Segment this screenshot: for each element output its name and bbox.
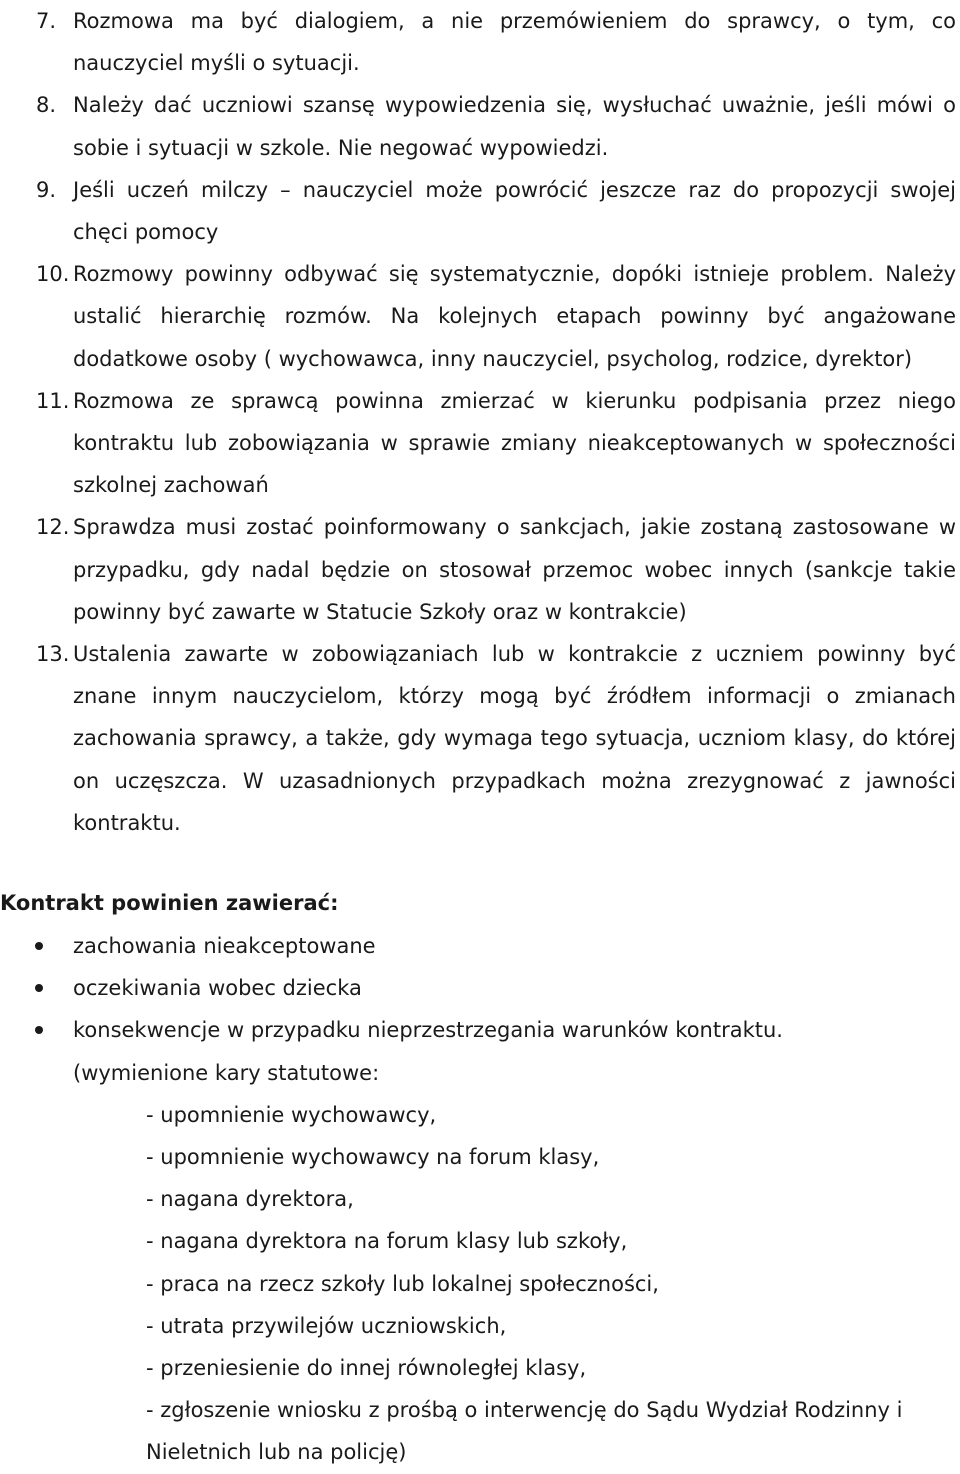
bullet-text: oczekiwania wobec dziecka xyxy=(73,976,362,1001)
item-text: Jeśli uczeń milczy – nauczyciel może powrócić jeszcze raz do propozycji swojej chęci pomocy xyxy=(73,177,956,245)
item-text: Ustalenia zawarte w zobowiązaniach lub w kontrakcie z uczniem powinny być znane innym nauczycielom, którzy mogą być źródłem informacji o zmianach zachowania sprawcy, a także, gdy wymaga tego sytuacja, uczniom klasy, do której on uczęszcza. W uzasadnionych przypadkach można zrezygnować z jawności kontraktu. xyxy=(73,642,956,835)
bullet-icon xyxy=(35,984,43,992)
numbered-list xyxy=(36,0,956,844)
penalty-item: - praca na rzecz szkoły lub lokalnej społeczności, xyxy=(146,1271,659,1296)
list-item xyxy=(36,506,956,633)
item-text: Rozmowy powinny odbywać się systematycznie, dopóki istnieje problem. Należy ustalić hierarchię rozmów. Na kolejnych etapach powinny być angażowane dodatkowe osoby ( wychowawca, inny nauczyciel, psycholog, rodzice, dyrektor) xyxy=(73,262,956,371)
penalty-item: - zgłoszenie wniosku z prośbą o interwencję do Sądu Wydział Rodzinny i Nieletnich lub na policję) xyxy=(146,1398,903,1465)
item-number: 7. xyxy=(36,9,57,33)
item-text: Rozmowa ze sprawcą powinna zmierzać w kierunku podpisania przez niego kontraktu lub zobowiązania w sprawie zmiany nieakceptowanych w społeczności szkolnej zachowań xyxy=(73,388,956,498)
penalties-list xyxy=(73,1094,940,1474)
contract-bullet-list xyxy=(0,925,940,1474)
bullet-icon xyxy=(35,1026,43,1034)
penalty-item: - upomnienie wychowawcy na forum klasy, xyxy=(146,1145,600,1170)
item-number: 8. xyxy=(36,93,57,118)
item-number: 12. xyxy=(36,515,70,540)
list-item xyxy=(36,380,956,507)
penalty-item: - upomnienie wychowawcy, xyxy=(146,1102,437,1127)
penalty-item: - nagana dyrektora, xyxy=(146,1187,354,1212)
list-item xyxy=(36,0,956,84)
item-text: Sprawdza musi zostać poinformowany o sankcjach, jakie zostaną zastosowane w przypadku, gdy nadal będzie on stosował przemoc wobec innych (sankcje takie powinny być zawarte w Statucie Szkoły oraz w kontrakcie) xyxy=(73,515,956,624)
penalties-intro: (wymienione kary statutowe: xyxy=(73,1060,380,1085)
item-number: 9. xyxy=(36,177,57,202)
bullet-item xyxy=(0,967,940,1009)
penalty-item: - przeniesienie do innej równoległej klasy, xyxy=(146,1356,587,1381)
list-item xyxy=(36,169,956,253)
penalty-item: - nagana dyrektora na forum klasy lub szkoły, xyxy=(146,1229,628,1254)
bullet-text: zachowania nieakceptowane xyxy=(73,934,376,958)
contract-heading: Kontrakt powinien zawierać: xyxy=(0,891,339,915)
list-item xyxy=(36,84,956,168)
list-item xyxy=(36,253,956,380)
item-text: Rozmowa ma być dialogiem, a nie przemówieniem do sprawcy, o tym, co nauczyciel myśli o sytuacji. xyxy=(73,9,956,76)
bullet-text: konsekwencje w przypadku nieprzestrzegania warunków kontraktu. xyxy=(73,1018,783,1043)
item-number: 10. xyxy=(36,262,70,287)
item-number: 13. xyxy=(36,642,70,667)
item-text: Należy dać uczniowi szansę wypowiedzenia się, wysłuchać uważnie, jeśli mówi o sobie i sytuacji w szkole. Nie negować wypowiedzi. xyxy=(73,93,956,160)
item-number: 11. xyxy=(36,388,70,413)
list-item xyxy=(36,633,956,844)
bullet-item xyxy=(0,925,940,967)
bullet-item xyxy=(0,1009,940,1473)
bullet-icon xyxy=(35,942,43,950)
penalty-item: - utrata przywilejów uczniowskich, xyxy=(146,1313,507,1338)
